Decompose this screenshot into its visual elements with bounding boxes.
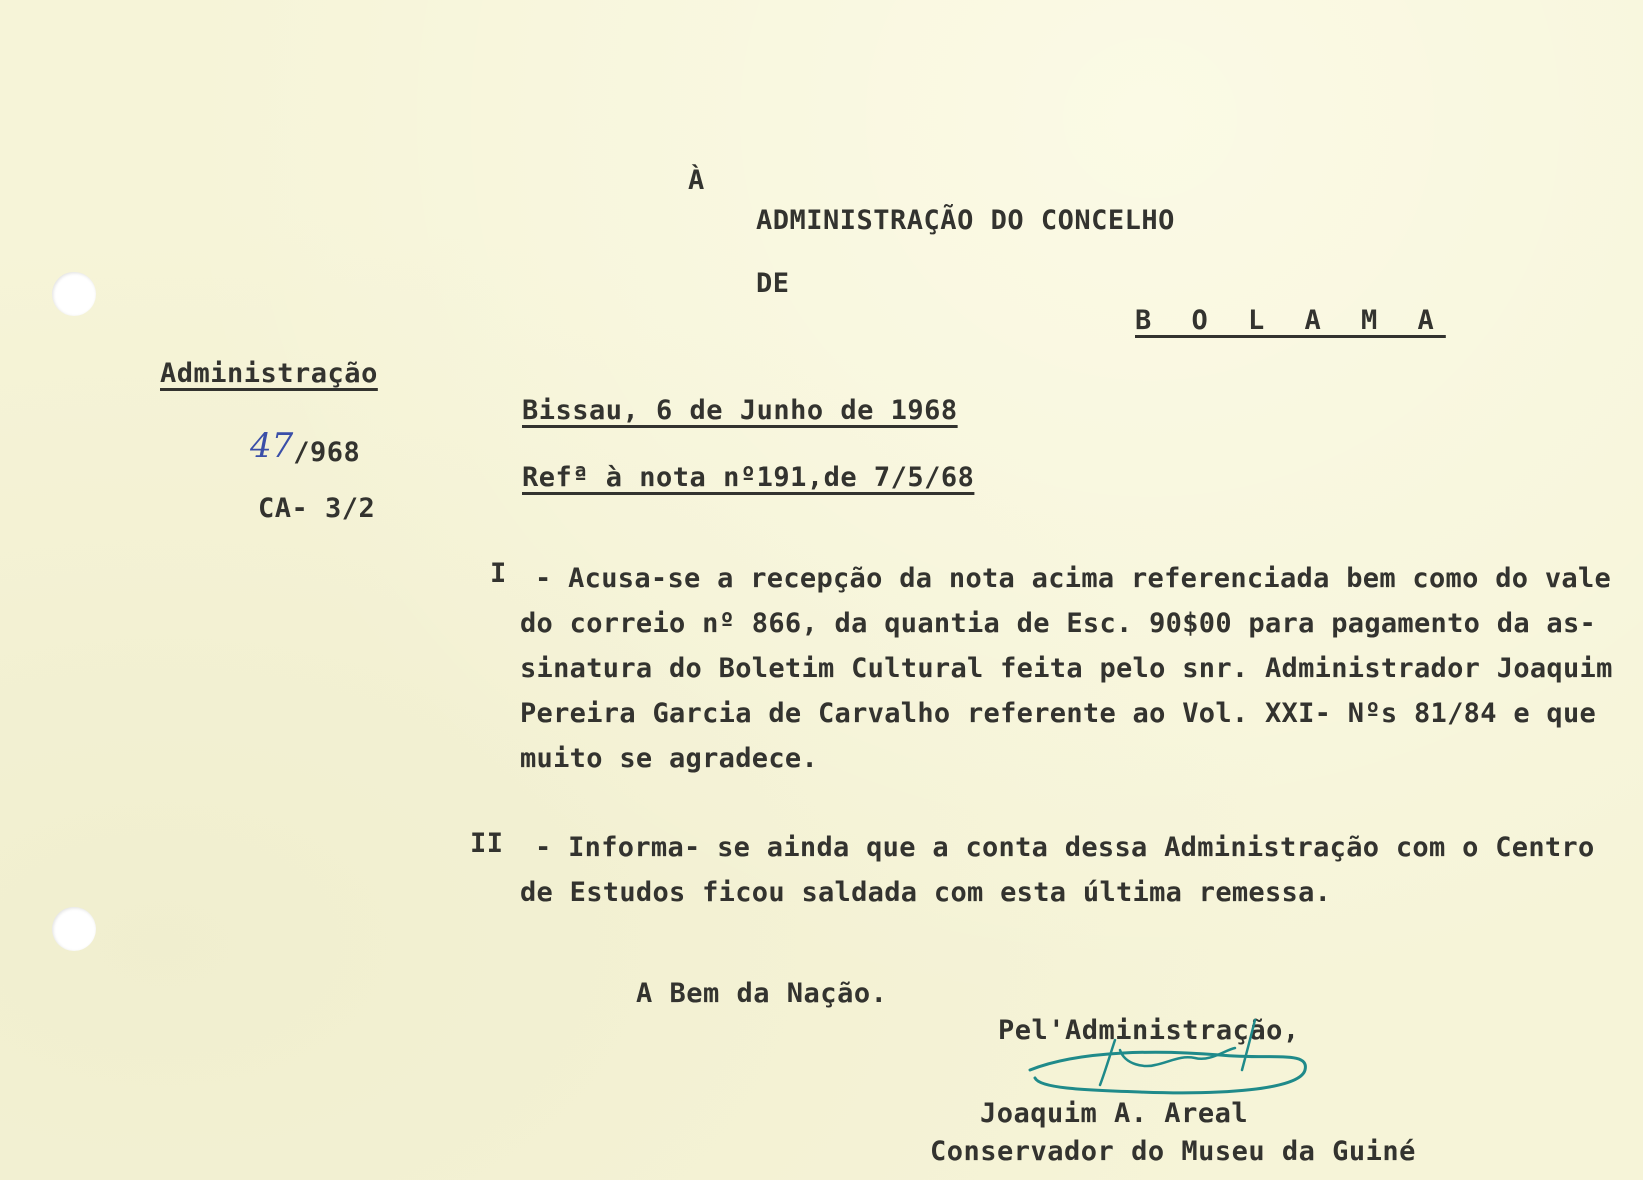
reference-code: CA- 3/2	[258, 493, 376, 524]
section-two-line: de Estudos ficou saldada com esta última remessa.	[520, 877, 1332, 908]
reference-handwritten: 47	[250, 426, 294, 466]
punch-hole-top	[52, 272, 96, 316]
section-one-body	[520, 556, 1613, 781]
recipient-line-3: B O L A M A	[1135, 305, 1446, 336]
reference-suffix: /968	[293, 437, 361, 468]
signer-name: Joaquim A. Areal	[980, 1098, 1249, 1129]
section-one-line: sinatura do Boletim Cultural feita pelo snr. Administrador Joaquim	[520, 653, 1613, 684]
signature-prefix: Pel'Administração,	[998, 1015, 1300, 1046]
recipient-line-1: ADMINISTRAÇÃO DO CONCELHO	[756, 205, 1175, 236]
reference-note: Refª à nota nº191,de 7/5/68	[522, 462, 975, 493]
section-one-numeral: I	[490, 558, 507, 589]
signer-title: Conservador do Museu da Guiné	[930, 1136, 1416, 1167]
section-one-line: do correio nº 866, da quantia de Esc. 90$00 para pagamento da as-	[520, 608, 1597, 639]
signature-scribble	[1020, 1010, 1320, 1110]
reference-number	[250, 426, 361, 470]
closing: A Bem da Nação.	[636, 978, 888, 1009]
recipient-line-2: DE	[756, 268, 790, 299]
sender-department: Administração	[160, 358, 378, 389]
section-one-line: - Acusa-se a recepção da nota acima referenciada bem como do vale	[535, 563, 1612, 594]
salutation: À	[688, 165, 705, 196]
section-two-body	[520, 825, 1595, 915]
punch-hole-bottom	[52, 907, 96, 951]
section-one-line: Pereira Garcia de Carvalho referente ao Vol. XXI- Nºs 81/84 e que	[520, 698, 1597, 729]
section-one-line: muito se agradece.	[520, 743, 818, 774]
section-two-numeral: II	[470, 828, 504, 859]
place-date: Bissau, 6 de Junho de 1968	[522, 395, 958, 426]
section-two-line: - Informa- se ainda que a conta dessa Administração com o Centro	[535, 832, 1595, 863]
